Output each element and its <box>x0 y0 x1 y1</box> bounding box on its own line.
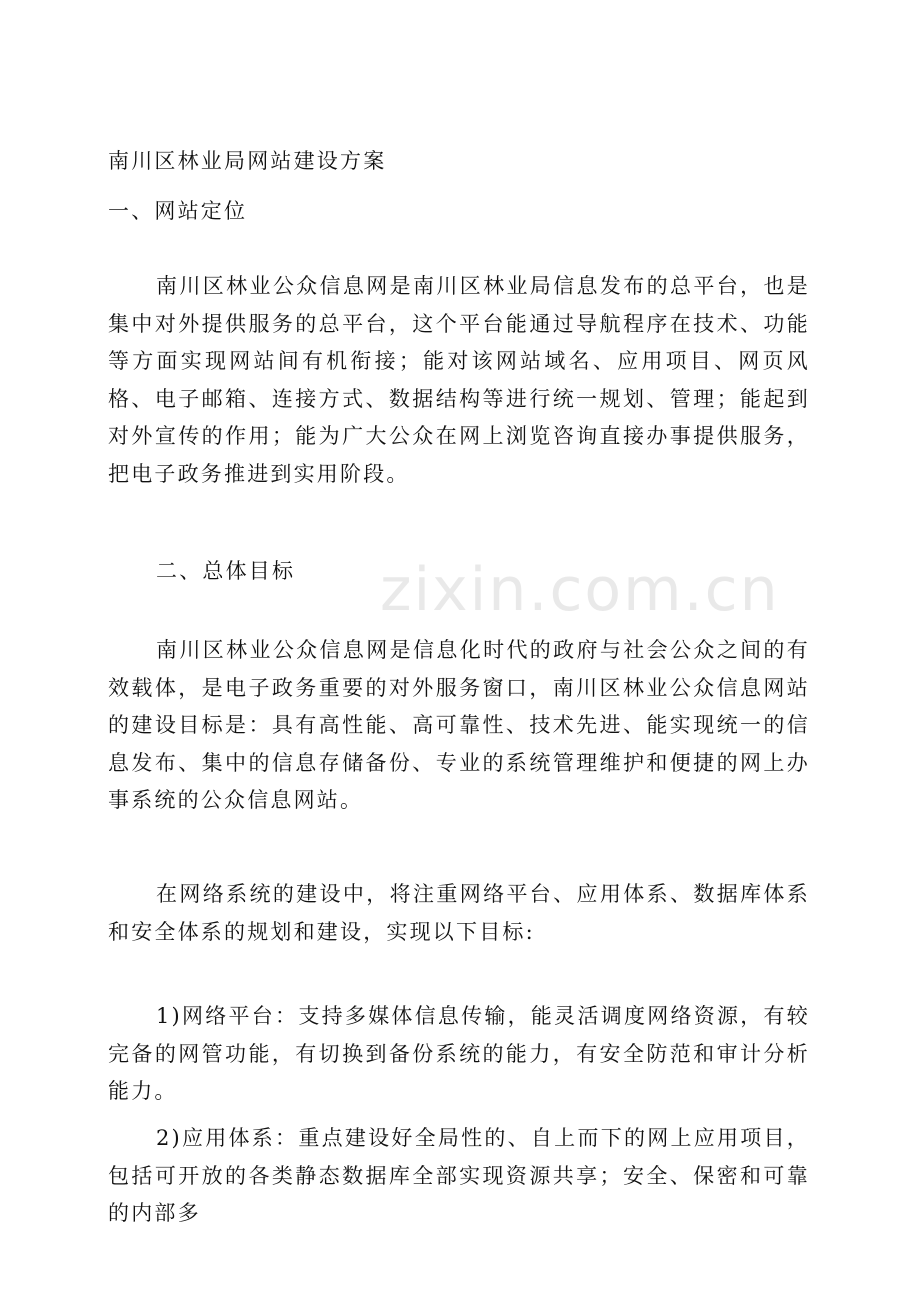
section1-heading: 一、网站定位 <box>108 199 248 223</box>
document-title: 南川区林业局网站建设方案 <box>108 149 387 173</box>
section2-paragraph-1: 南川区林业公众信息网是信息化时代的政府与社会公众之间的有效载体，是电子政务重要的对外服务窗口，南川区林业公众信息网站的建设目标是：具有高性能、高可靠性、技术先进、能实现统一的信息发布、集中的信息存储备份、专业的系统管理维护和便捷的网上办事系统的公众信息网站。 <box>108 638 810 813</box>
goal-item-2: 2)应用体系：重点建设好全局性的、自上而下的网上应用项目，包括可开放的各类静态数据库全部实现资源共享；安全、保密和可靠的内部多 <box>108 1126 810 1226</box>
section2-paragraph-2: 在网络系统的建设中，将注重网络平台、应用体系、数据库体系和安全体系的规划和建设，实现以下目标: <box>108 882 810 944</box>
section1-paragraph: 南川区林业公众信息网是南川区林业局信息发布的总平台，也是集中对外提供服务的总平台，这个平台能通过导航程序在技术、功能等方面实现网站间有机衔接；能对该网站域名、应用项目、网页风格、电子邮箱、连接方式、数据结构等进行统一规划、管理；能起到对外宣传的作用；能为广大公众在网上浏览咨询直接办事提供服务，把电子政务推进到实用阶段。 <box>108 274 810 486</box>
goal-item-1: 1)网络平台：支持多媒体信息传输，能灵活调度网络资源，有较完备的网管功能，有切换到备份系统的能力，有安全防范和审计分析能力。 <box>108 1004 810 1104</box>
watermark: zixin.com.cn <box>380 555 780 625</box>
section2-heading: 二、总体目标 <box>156 559 296 583</box>
